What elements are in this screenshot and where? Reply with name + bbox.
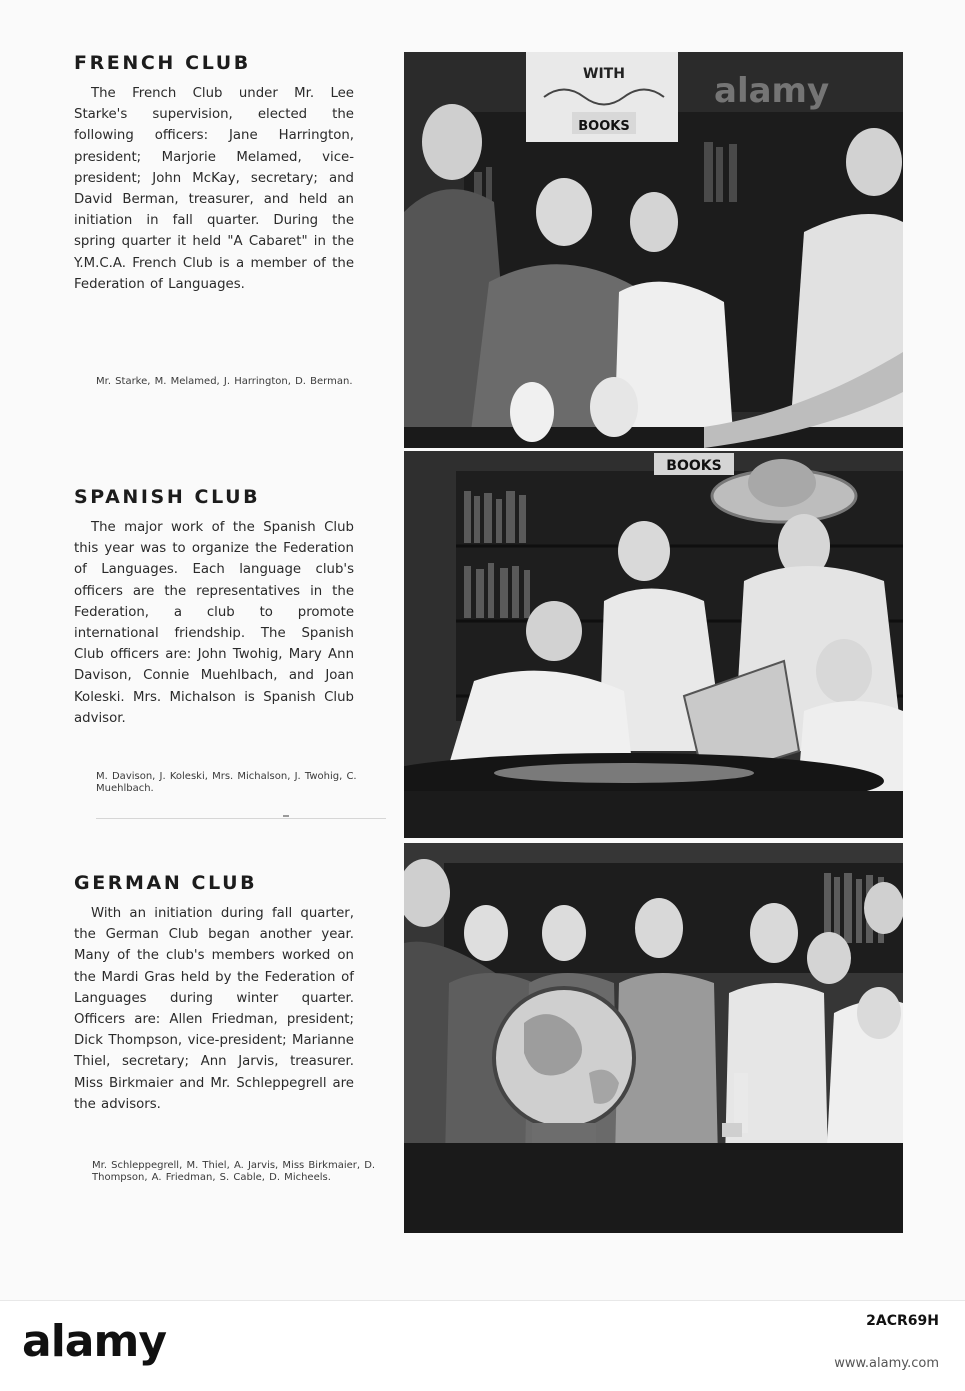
spanish-photo-books-sign: BOOKS [666,458,722,474]
german-club-caption: Mr. Schleppegrell, M. Thiel, A. Jarvis, Miss Birkmaier, D. Thompson, A. Friedman, S. Cable, D. Micheels. [92,1160,376,1183]
spanish-club-photo [404,451,903,838]
french-photo-books-sign: BOOKS [578,119,630,134]
french-club-section [74,52,354,295]
alamy-logo: alamy [22,1316,166,1367]
spanish-club-heading: SPANISH CLUB [74,486,261,508]
french-photo-watermark: alamy [714,71,830,111]
site-url: www.alamy.com [834,1356,939,1371]
divider-mark [283,815,289,817]
german-club-photo [404,843,903,1233]
french-club-text: The French Club under Mr. Lee Starke's supervision, elected the following officers: Jane Harrington, president; Marjorie Melamed, vice-president; John McKay, secretary; and David Berman, treasurer, and held an initiation in fall quarter. During the spring quarter it held "A Cabaret" in the Y.M.C.A. French Club is a member of the Federation of Languages. [74,86,354,292]
german-club-heading: GERMAN CLUB [74,872,258,894]
french-club-caption: Mr. Starke, M. Melamed, J. Harrington, D. Berman. [96,376,353,387]
french-club-photo [404,52,903,448]
image-id: 2ACR69H [866,1313,939,1329]
spanish-club-section [74,486,354,729]
german-club-text: With an initiation during fall quarter, the German Club began another year. Many of the club's members worked on the Mardi Gras held by the Federation of Languages during winter quarter. Officers are: Allen Friedman, president; Dick Thompson, vice-president; Marianne Thiel, secretary; Ann Jarvis, treasurer. Miss Birkmaier and Mr. Schleppegrell are the advisors. [74,906,354,1112]
french-club-heading: FRENCH CLUB [74,52,251,74]
spanish-club-text: The major work of the Spanish Club this year was to organize the Federation of Languages. Each language club's officers are the representatives in the Federation, a club to promote international friendship. The Spanish Club officers are: John Twohig, Mary Ann Davison, Connie Muehlbach, and Joan Koleski. Mrs. Michalson is Spanish Club advisor. [74,520,354,726]
spanish-club-caption: M. Davison, J. Koleski, Mrs. Michalson, J. Twohig, C. Muehlbach. [96,771,357,794]
section-divider [96,818,386,819]
german-club-section [74,872,354,1115]
french-photo-banner: WITH [583,66,625,82]
